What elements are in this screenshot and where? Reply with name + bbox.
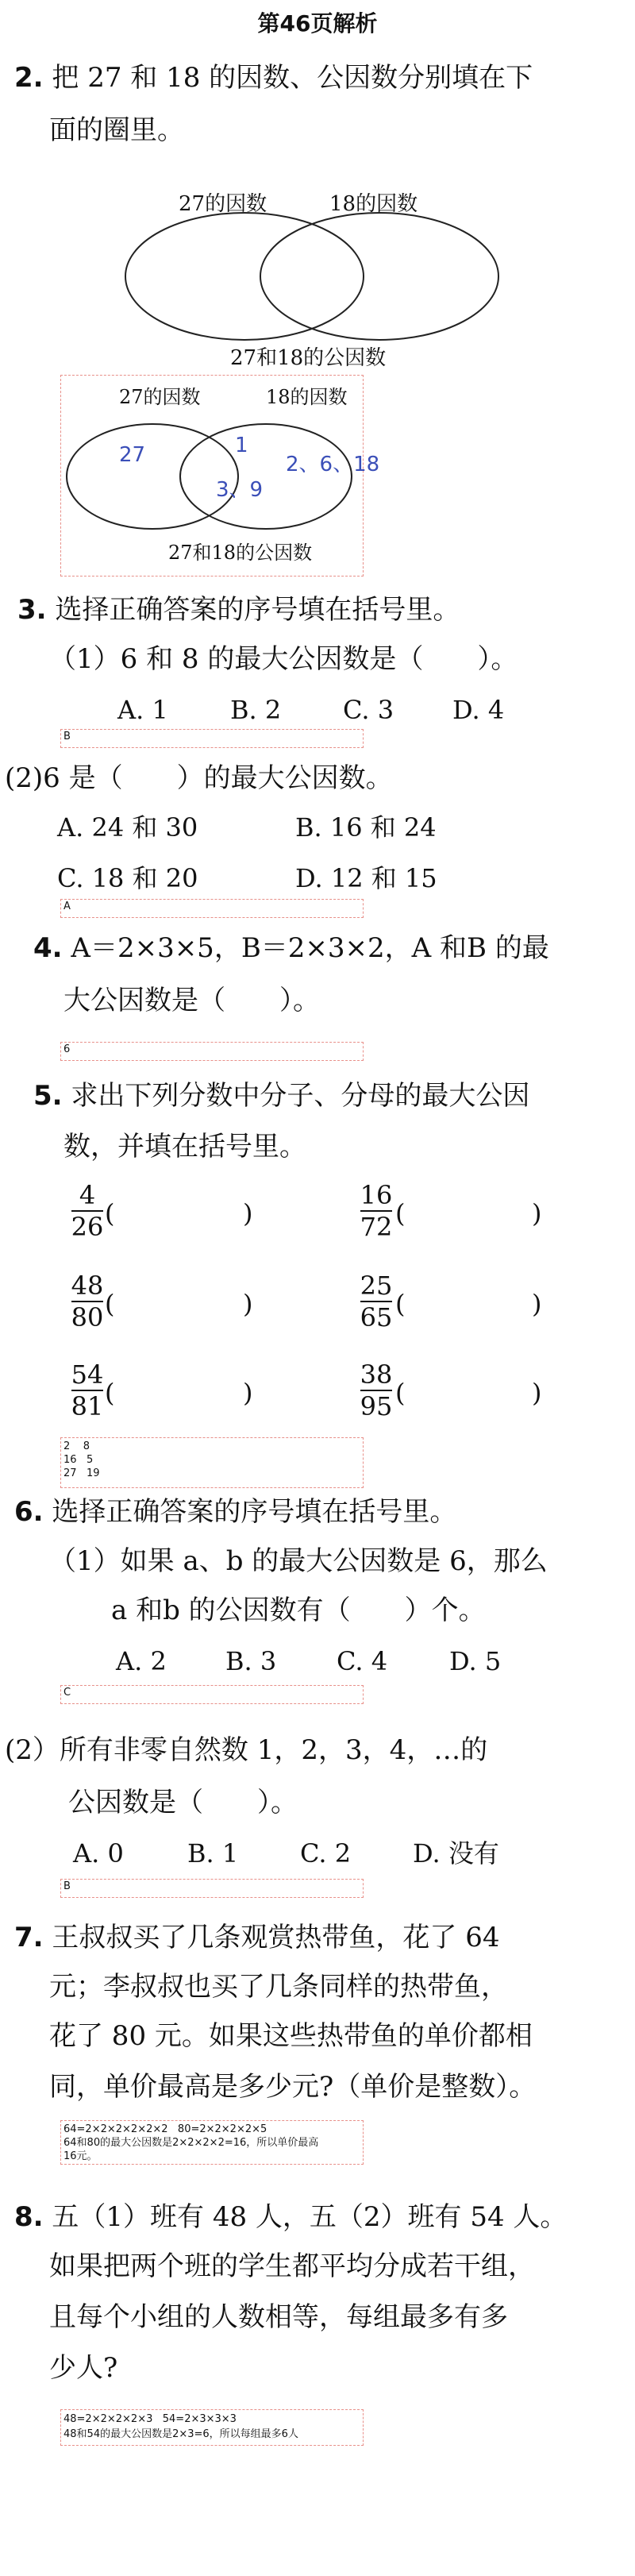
q6-p2-line1: (2）所有非零自然数 1，2，3，4，…的 [5, 1734, 488, 1766]
q7-answer-line2: 64和80的最大公因数是2×2×2×2=16，所以单价最高 [64, 2137, 319, 2149]
q3-p1-opt-d: D. 4 [452, 695, 505, 725]
q2-venn-diagram [119, 183, 500, 365]
q5-text-line2: 数，并填在括号里。 [64, 1131, 306, 1163]
q4-answer: 6 [64, 1043, 71, 1055]
venn-right-circle [260, 213, 498, 340]
q3-stem-text: 选择正确答案的序号填在括号里。 [55, 594, 460, 626]
paren-close: ) [243, 1378, 253, 1408]
venn-right-label: 18的因数 [329, 192, 418, 216]
q4-text-line2: 大公因数是（ ）。 [64, 985, 320, 1016]
venn-left-label: 27的因数 [179, 192, 267, 216]
q6-p2-opt-b: B. 1 [187, 1838, 239, 1868]
paren-close: ) [532, 1289, 542, 1319]
q6-number: 6. [14, 1496, 44, 1528]
q7-text-line2: 元；李叔叔也买了几条同样的热带鱼， [49, 1971, 508, 2003]
q6-p1-line2: a 和b 的公因数有（ ）个。 [111, 1595, 486, 1626]
q8-answer-line1: 48=2×2×2×2×3 54=2×3×3×3 [64, 2413, 237, 2425]
q6-p1-answer: C [64, 1687, 71, 1699]
q6-p2-opt-c: C. 2 [300, 1838, 352, 1868]
fraction-16-72: 16 72 [360, 1180, 393, 1242]
q6-p2-opt-a: A. 0 [73, 1838, 124, 1868]
q8-answer-line2: 48和54的最大公因数是2×3=6，所以每组最多6人 [64, 2428, 298, 2440]
paren-close: ) [532, 1198, 542, 1228]
q6-p2-line2: 公因数是（ ）。 [68, 1787, 298, 1818]
q3-stem [17, 591, 460, 629]
q3-p1-answer: B [64, 731, 71, 742]
paren-open: ( [395, 1289, 406, 1319]
q3-part1: （1）6 和 8 的最大公因数是（ ）。 [49, 643, 518, 675]
q4-text-line1: A＝2×3×5，B＝2×3×2，A 和B 的最 [71, 932, 549, 964]
q6-p1-opt-b: B. 3 [225, 1646, 277, 1676]
q4-line1 [33, 929, 549, 967]
answer-venn-bottom-label: 27和18的公因数 [168, 542, 313, 564]
q3-p2-opt-b: B. 16 和 24 [295, 812, 437, 843]
q8-text-line1: 五（1）班有 48 人，五（2）班有 54 人。 [52, 2201, 568, 2233]
fraction-4-26: 4 26 [71, 1180, 104, 1242]
answer-only27: 27 [119, 443, 146, 467]
q3-p1-opt-c: C. 3 [343, 695, 394, 725]
fraction-54-81: 54 81 [71, 1359, 104, 1421]
venn-left-circle [125, 213, 364, 340]
q6-stem [14, 1493, 456, 1531]
paren-open: ( [105, 1378, 115, 1408]
q7-answer-line3: 16元。 [64, 2150, 98, 2162]
q6-p1-opt-c: C. 4 [337, 1646, 388, 1676]
q6-p1-line1: （1）如果 a、b 的最大公因数是 6，那么 [49, 1545, 548, 1577]
q6-stem-text: 选择正确答案的序号填在括号里。 [52, 1496, 457, 1528]
q2-text-line2: 面的圈里。 [49, 114, 184, 146]
q7-line1 [14, 1919, 499, 1957]
q6-p2-opt-d: D. 没有 [413, 1838, 499, 1868]
venn-bottom-label: 27和18的公因数 [230, 346, 387, 370]
page-title: 第46页解析 [257, 10, 378, 37]
q3-p1-opt-a: A. 1 [117, 695, 168, 725]
paren-open: ( [105, 1198, 115, 1228]
q2-text-line1: 把 27 和 18 的因数、公因数分别填在下 [52, 62, 533, 94]
paren-close: ) [243, 1198, 253, 1228]
q3-p1-opt-b: B. 2 [230, 695, 282, 725]
q7-text-line3: 花了 80 元。如果这些热带鱼的单价都相 [49, 2020, 533, 2052]
q2-line1 [14, 59, 533, 97]
q7-answer-box [60, 2120, 364, 2165]
q7-text-line4: 同，单价最高是多少元?（单价是整数）。 [49, 2071, 537, 2103]
q4-number: 4. [33, 932, 63, 964]
q3-p2-opt-a: A. 24 和 30 [57, 812, 198, 843]
q8-number: 8. [14, 2201, 44, 2233]
q6-p1-answer-box [60, 1685, 364, 1704]
q6-p2-answer-box [60, 1879, 364, 1898]
q8-text-line3: 且每个小组的人数相等，每组最多有多 [49, 2301, 508, 2333]
q5-answer-line3: 27 19 [64, 1467, 100, 1479]
answer-venn-right-label: 18的因数 [266, 386, 348, 408]
q8-line1 [14, 2198, 567, 2236]
q5-number: 5. [33, 1080, 63, 1112]
q5-line1 [33, 1077, 529, 1115]
answer-common-bottom: 3、9 [216, 478, 264, 502]
q3-p2-answer: A [64, 900, 71, 912]
q3-part2: (2)6 是（ ）的最大公因数。 [5, 762, 393, 794]
q3-p2-opt-c: C. 18 和 20 [57, 863, 198, 893]
paren-open: ( [395, 1378, 406, 1408]
q6-p1-opt-a: A. 2 [116, 1646, 167, 1676]
q7-text-line1: 王叔叔买了几条观赏热带鱼，花了 64 [52, 1922, 500, 1953]
q6-p1-opt-d: D. 5 [449, 1646, 502, 1676]
fraction-38-95: 38 95 [360, 1359, 393, 1421]
paren-close: ) [243, 1289, 253, 1319]
paren-open: ( [395, 1198, 406, 1228]
answer-common-top: 1 [235, 434, 248, 457]
answer-only18: 2、6、18 [286, 453, 380, 476]
fraction-48-80: 48 80 [71, 1271, 104, 1332]
q4-answer-box [60, 1042, 364, 1061]
q2-answer-venn [64, 413, 365, 548]
q3-number: 3. [17, 594, 47, 626]
q2-number: 2. [14, 62, 44, 94]
q8-answer-box [60, 2409, 364, 2446]
answer-venn-left-label: 27的因数 [119, 386, 201, 408]
q3-p1-answer-box [60, 729, 364, 748]
q3-p2-opt-d: D. 12 和 15 [295, 863, 437, 893]
paren-open: ( [105, 1289, 115, 1319]
answer-venn-left-circle [67, 424, 238, 529]
q7-number: 7. [14, 1922, 44, 1953]
q8-text-line4: 少人? [49, 2352, 118, 2384]
q8-text-line2: 如果把两个班的学生都平均分成若干组， [49, 2250, 535, 2282]
q3-p2-answer-box [60, 899, 364, 918]
q5-answer-line1: 2 8 [64, 1440, 90, 1452]
paren-close: ) [532, 1378, 542, 1408]
q5-text-line1: 求出下列分数中分子、分母的最大公因 [71, 1080, 530, 1112]
q5-answer-line2: 16 5 [64, 1454, 94, 1466]
fraction-25-65: 25 65 [360, 1271, 393, 1332]
q6-p2-answer: B [64, 1880, 71, 1892]
q5-answer-box [60, 1437, 364, 1488]
q7-answer-line1: 64=2×2×2×2×2×2 80=2×2×2×2×5 [64, 2123, 267, 2135]
